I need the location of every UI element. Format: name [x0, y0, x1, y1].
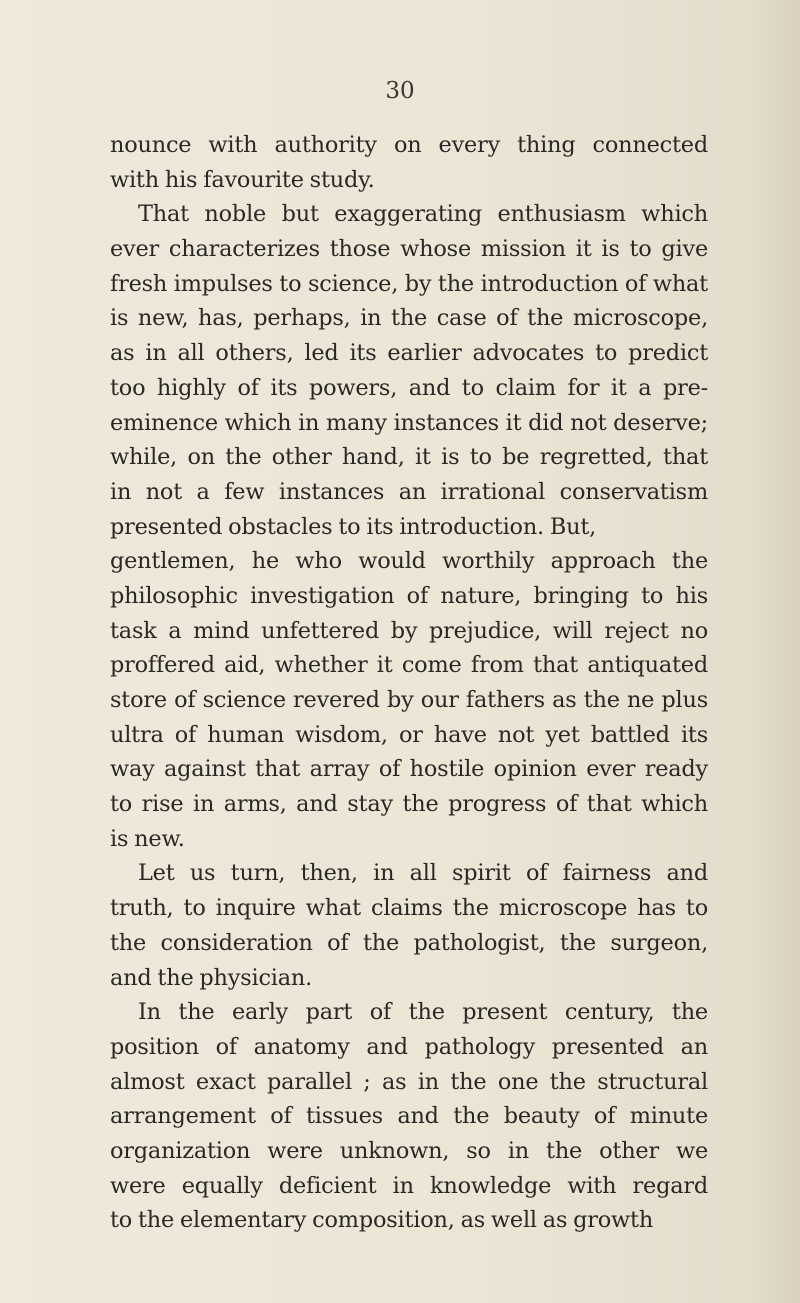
- text-line: almost exact parallel ; as in the one the structural: [110, 1068, 708, 1095]
- text-line: is new, has, perhaps, in the case of the microscope,: [110, 305, 708, 332]
- text-line: proffered aid, whether it come from that antiquated: [110, 652, 708, 679]
- text-line: too highly of its powers, and to claim for it a pre-: [110, 374, 708, 401]
- text-line: as in all others, led its earlier advocates to predict: [110, 340, 708, 367]
- text-line: position of anatomy and pathology presented an: [110, 1033, 708, 1060]
- text-line: organization were unknown, so in the other we: [110, 1137, 708, 1164]
- text-line: philosophic investigation of nature, bringing to his: [110, 582, 708, 609]
- text-line: truth, to inquire what claims the microscope has to: [110, 895, 708, 922]
- text-line: presented obstacles to its introduction. But,: [110, 513, 597, 540]
- text-line: eminence which in many instances it did not deserve;: [110, 409, 708, 436]
- text-line: to rise in arms, and stay the progress of that which: [110, 791, 708, 818]
- text-line: Let us turn, then, in all spirit of fairness and: [138, 860, 708, 887]
- text-line: to the elementary composition, as well as growth: [110, 1207, 654, 1234]
- text-line: task a mind unfettered by prejudice, will reject no: [110, 617, 708, 644]
- text-line: were equally deficient in knowledge with regard: [110, 1172, 708, 1199]
- text-line: fresh impulses to science, by the introduction of what: [110, 270, 708, 297]
- text-line: nounce with authority on every thing connected: [110, 132, 708, 158]
- text-line: store of science revered by our fathers as the ne plus: [110, 687, 708, 713]
- text-line: ultra of human wisdom, or have not yet battled its: [110, 721, 708, 748]
- page-number: 30: [385, 78, 415, 104]
- text-line: in not a few instances an irrational conservatism: [110, 478, 708, 505]
- text-line: and the physician.: [110, 964, 313, 991]
- text-line: ever characterizes those whose mission it is to give: [110, 236, 708, 263]
- text-line: with his favourite study.: [110, 166, 375, 193]
- text-line: In the early part of the present century, the: [138, 999, 708, 1026]
- text-line: the consideration of the pathologist, the surgeon,: [110, 929, 708, 956]
- body-text: [110, 128, 708, 1238]
- text-line: while, on the other hand, it is to be regretted, that: [110, 444, 708, 471]
- text-line: is new.: [110, 825, 185, 852]
- text-line: way against that array of hostile opinion ever ready: [110, 756, 708, 783]
- text-line: That noble but exaggerating enthusiasm which: [138, 201, 708, 228]
- text-line: arrangement of tissues and the beauty of minute: [110, 1103, 708, 1130]
- text-line: gentlemen, he who would worthily approach the: [110, 548, 708, 575]
